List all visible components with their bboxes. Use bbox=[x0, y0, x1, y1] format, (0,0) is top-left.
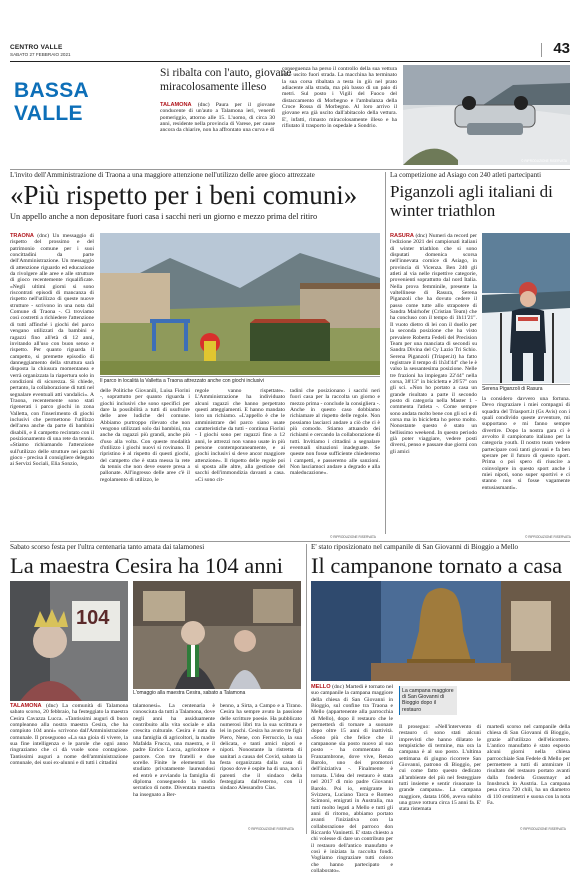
cesira-credit: © RIPRODUZIONE RISERVATA bbox=[248, 827, 294, 831]
playground-illustration bbox=[100, 233, 380, 375]
section-label-line1: BASSA bbox=[14, 79, 90, 102]
crash-photo bbox=[403, 65, 570, 165]
traona-column-1: TRAONA (dnc) Un messaggio di rispetto del prossimo e del patrimonio comune per i suoi concittadini da parte dell'Amministrazione. Un messaggio di attenzione riguardo ed educazione da rivolgere alle aree e alle strutture di gioco recentemente riqualificate. «Negli ultimi giorni si sono riscontrati episodi di mancanza di rispetto nell'utilizzo di queste nuove strutture - scrivono in una nota dal Comune di Traona -. Ci troviamo così costretti a richiedere l'attenzione di tutti affinché i giochi del parco vengano utilizzati da bambini e ragazzi fino all'età di 12 anni, invitando all'uso con buon senso e rispetto. Per quanto riguarda il campetto, si premette episodio di danneggiamento della struttura sarà disposta la chiusura momentanea e verrà organizzata la riapertura solo in condizioni di sicurezza. Si chiede, pertanto, la collaborazione di tutti nel segnalare eventuali atti vandalici». A Traona, recentemente sono stati rigenerati i parco giochi in zona Valletta, con l'inserimento di giochi inclusivi che permettono l'utilizzo dell'area anche da parte di bambini disabili, e il campetto recintato con il posizionamento di una rete da tennis. «Stiamo richiamando l'attenzione sull'utilizzo delle strutture nei parchi gioco - precisa il consigliere delegato ai Servizi Sociali, Elia Sonzio, bbox=[10, 233, 94, 468]
traona-kicker: L'invito dell'Amministrazione di Traona a una maggiore attenzione nell'utilizzo delle aree gioco attrezzate bbox=[10, 171, 315, 179]
cesira-photo-caption: L'omaggio alla maestra Cesira, sabato a Talamona bbox=[133, 690, 246, 696]
birthday-portrait-illustration bbox=[10, 581, 128, 701]
traona-headline: «Più rispetto per i beni comuni» bbox=[10, 180, 358, 210]
cesira-column-3: benno, a Sirta, a Campo e a Tirano. Cesira ha sempre avuto la passione delle scritture poesie. Ha pubblicato numerosi libri tra la sua scrittura e lei in pochi. Cesira ha avuto tre figli Piero, Nene, con Ferruccio, la sua delicata, e tanti amici nipoti e nipoti. Nonostante la ristretta di sanitari a causa del Covid, sabato la festa organizzata dalla casa di riposo dove è ospite ha di una, non i parenti che il sindaco della festeggiata dall'esterno, con il sindaco Alessandro Cias. bbox=[220, 703, 302, 792]
traona-photo bbox=[100, 233, 380, 375]
traona-column-3: regole vanno rispettate». L'Amministrazione ha individuato alcuni ragazzi che hanno perpetrato questi atteggiamenti. E hanno mandato loro un richiamo. «L'appello è che le amministrare del parco siano usate caratteristiche da tutti - continua Fiorini - I giochi sono per ragazzi fino a 12 anni, le attrezzi non vanno usate in più persone contemporaneamente, e ai giochi inclusivi si deve ancor maggiore attenzione». Il rispetto delle regole poi si sposta alle altre, alla gestione del sacchi dell'immondizia davanti a casa. «Ci sono cit- bbox=[195, 388, 285, 483]
cesira-kicker: Sabato scorso festa per l'ultra centenaria tanto amata dai talamonesi bbox=[10, 543, 205, 551]
traona-column-4: tadini che posizionano i sacchi neri fuori casa per la raccolta un giorno e mezzo prima - conclude la consigliera -. Anche in questo caso dobbiamo richiamare al rispetto delle regole. Non possiamo lasciarci andare a ciò che ci è più comodo. Stiamo attuando dei richiami e cercando la collaborazione di tutti. Invitiamo i cittadini a segnalare eventuali situazioni inadeguate. Se queste non fosse sufficiente chiederemo i campetti, e passeremo alle sanzioni. Non lasciamoci andare a degrado e alla maleducazione». bbox=[290, 388, 380, 477]
newspaper-name: CENTRO VALLE bbox=[10, 44, 63, 51]
mello-column-3: martedì scorso nel campanile della chiesa di San Giovanni di Bioggio, grazie all'utilizzo dell'elicottero. L'antico manufatto è stato esposto alcuni giorni nella chiesa parrocchiale San Fedele di Mello per permettere a tutti di ammirare il risultato del restauro portato avanti dalla fonderia Grassmayr ad Innsbruck in Austria. La campana pesa circa 720 chili, ha un diametro di 110 centimetri e suona con la nota Fa. bbox=[487, 724, 570, 807]
skier-illustration bbox=[482, 233, 570, 383]
overturned-car-illustration bbox=[403, 65, 570, 165]
traona-credit: © RIPRODUZIONE RISERVATA bbox=[330, 535, 376, 539]
rasura-photo-caption: Serena Piganzoli di Rasura bbox=[482, 384, 570, 392]
crash-photo-credit: © RIPRODUZIONE RISERVATA bbox=[521, 159, 567, 163]
rasura-column-1: RASURA (dnc) Numeri da record per l'edizione 2021 dei campionati italiani di winter triathlon che si sono disputati domenica scorsa nell'innevata cornice di Asiago, in provincia di Vicenza. Ben 240 gli atleti al via nelle rispettive categorie, provenienti soprattutto dal nord Italia. Nella prova femminile, presente la valtellinese di Rasura, Serena Piganzoli che ha dovuto cedere il passo come tutte allo strapotere di Sandra Mairhofer (Cristian Team) che ha concluso con il tempo di 1h11'21". Il vuoto dietro di lei con il duello per la seconda posizione che ha visto prevalere Roberta Fedeli del Precision Team per una manciata di secondi su Sandra Divina del Cy Lazio Tri Schio. Serena Piganzoli (Triaper.it) ha fatto registrare il tempo di 1h34'44" che le è valso la sessantesima posizione. Nelle tre frazioni ha impiegato 22'44" nella corsa, 38'13" in bicicletta e 26'57" con gli sci. «Non ho portato a casa un grande risultato a parte il secondo posto di categoria nella Master 1 - commenta l'atleta -. Come sempre sono andata molto bene con gli sci e di corsa ma in bicicletta ho perso molto. Nonostante questo è stato un bellissimo weekend. In questo periodo già poter viaggiare, vedere posti diversi, penso e passare due giorni con gli amici bbox=[390, 233, 477, 455]
brief-title: Si ribalta con l'auto, giovane miracolosamente illeso bbox=[160, 67, 292, 93]
rasura-headline: Piganzoli agli italiani di winter triathlon bbox=[390, 182, 553, 220]
bell-photo bbox=[311, 581, 570, 681]
masthead bbox=[10, 40, 570, 62]
mello-kicker: E' stato riposizionato nel campanile di San Giovanni di Bioggio a Mello bbox=[311, 543, 519, 551]
church-bell-illustration bbox=[311, 581, 570, 681]
mello-column-1: MELLO (dnc) Martedì è tornato nel suo campanile la campana maggiore della chiesa di San Giovanni in Bioggio, sul confine tra Traona e Mello (appartenente alla parrocchia di Mello), dopo il restauro che le permetterà di tornare a suonare dopo oltre 15 anni di inattività. «Sono più che felice che il campanone sia posto nuovo al suo posto - ha commentato da Franzambrone, dove vive, Renzo Barolo, uno dei promotori dell'iniziativa -. Finalmente è tornata. L'idea del restauro è stata nel 2017 di mio padre Giovanni Barolo. Poi io, emigrante in Svizzera, Luciano Tarca e Romeo Scimoni, emigrati in Australia, ma tutti molto legati a Mello e tutti gli anni di ritorno, abbiamo portato avanti l'iniziativa con la collaborazione del parroco don Riccardo Vaninetti. E' stata chiesto a chi volesse di dare un contributo per il restauro dell'antico manufatto e così è iniziata la raccolta fondi. Vogliamo ringraziare tutti coloro che hanno partecipato e collaborato». bbox=[311, 684, 394, 874]
mello-credit: © RIPRODUZIONE RISERVATA bbox=[520, 827, 566, 831]
cesira-headline: La maestra Cesira ha 104 anni bbox=[10, 553, 284, 578]
section-label-line2: VALLE bbox=[14, 102, 83, 125]
rasura-column-2: la considero davvero una fortuna. Devo ringraziare i miei compagni di squadra del Triasport.it (Gs Avis) con i quali condivido queste avventure, mi supportano e mi fanno sempre divertire. Dopo la nostra gara ci è avvolto il campionato italiano per la categoria youth. Il nostro team vedere partecipare così tanti giovani e fa ben sperare per il futuro di questo sport. Prima o poi spero di riuscire a coinvolgere in questo sport anche i miei nipoti, sono super sportivi e ci stanno non si fosse vagamente entusiasmanti». bbox=[482, 396, 570, 491]
rasura-kicker: La competizione ad Asiago con 240 atleti partecipanti bbox=[390, 171, 542, 179]
brief-column-1: TALAMONA (dnc) Paura per il giovane conducente di un'auto a Talamona ieri, venerdì pomeriggio, attorno alle 15. L'uomo, di circa 30 anni, residente nella provincia di Varese, per cause ancora da chiarire, non ha affrontato una curva e di bbox=[160, 102, 275, 134]
cesira-photo-1 bbox=[10, 581, 128, 701]
section-label bbox=[14, 79, 89, 125]
birthday-sign-number: 104 bbox=[76, 607, 110, 629]
cesira-photo-2 bbox=[133, 581, 301, 689]
rasura-credit: © RIPRODUZIONE RISERVATA bbox=[525, 535, 571, 539]
mello-column-2: Il proseguo: «Nell'intervento di restauro ci sono stati alcuni imprevisti che hanno dilatato le tempistiche di termine, ma ora la campana è al suo posto. L'ultima settimana di giugno ricorrere San Giovanni, patrono di Bioggio, per cui come fatto questo dedicato all'ambiente del più nel festeggiare tutti insieme e sentir risuonare la grande campana». La campana maggiore, datata 1606, aveva subito una grave rottura circa 15 anni fa. E' stata ristemata bbox=[399, 724, 481, 813]
rasura-photo bbox=[482, 233, 570, 383]
rasura-dateline: RASURA bbox=[390, 233, 414, 239]
mello-photo-caption: La campana maggiore di San Giovanni di Bioggio dopo il restauro bbox=[399, 686, 457, 715]
page-number: 43 bbox=[553, 40, 570, 57]
traona-photo-caption: Il parco in località la Valletta a Traona attrezzato anche con giochi inclusivi bbox=[100, 376, 380, 384]
mayor-visit-illustration bbox=[133, 581, 301, 689]
mello-headline: Il campanone tornato a casa bbox=[311, 553, 563, 578]
traona-subhead: Un appello anche a non depositare fuori casa i sacchi neri un giorno e mezzo prima del ritiro bbox=[10, 212, 318, 221]
mello-dateline: MELLO bbox=[311, 684, 331, 690]
brief-column-2: conseguenza ha perso il controllo della sua vettura ed è uscito fuori strada. La macchina ha terminato la sua corsa ribaltata a testa in giù nel prato adiacente alla strada, ma più basso di un paio di metri. Sul posto i Vigili del Fuoco del distaccamento di Morbegno e l'ambulanza della Croce Rossa di Morbegno. Al loro arrivo il giovane era già uscito dall'abitacolo della vettura. E', infatti, rimasto miracolosamente illeso e ha rifiutato il trasporto in ospedale a Sondrio. bbox=[282, 66, 397, 130]
cesira-column-1: TALAMONA (dnc) La comunità di Talamona sabato scorso, 20 febbraio, ha festeggiato la maestra Cesira Cavazza Lucca. «Tantissimi auguri di buon compleanno alla nostra maestra Cesira, che ha compiuto 104 anni» scrivono dall'Amministrazione comunale. Il proseguono «La sua gioia di vivere, la sua fine intelligenza e le parole che ogni anno ringraziamo che ci dà vuole sono contagiose. Tantissimi auguri a nome dell'amministrazione comunale, dei suoi ex-alunni e di tutti i cittadini bbox=[10, 703, 128, 767]
traona-column-2: delle Politiche Giovanili, Luisa Fiorini -, soprattutto per quanto riguarda i giochi inclusivi che sono specifici per dare la possibilità a tutti di usufruire delle aree ludiche del comune. Abbiamo purtroppo rilevato che non vengono utilizzati solo dai bambini, ma anche da ragazzi più grandi, anche più d'uso alla volta. Con queste modalità d'utilizzo i giochi nuovi si rovinano. Il ripristino è al rispetto di questi giochi, del campetto che è stata messa la rete da tennis che non deve essere presa a pallonate. All'ingresso delle aree c'è il regolamento di utilizzo, le bbox=[100, 388, 190, 483]
traona-dateline: TRAONA bbox=[10, 233, 34, 239]
brief-dateline: TALAMONA bbox=[160, 102, 192, 108]
cesira-column-2: talamonesi». La centenaria è conosciuta da tutti a Talamona, dove negli anni ha assiduamente contribuito alla vita sociale e alla crescita culturale. Cesira è nata da una famiglia di agricoltori, la madre Mafalda Frucca, una maestra, e il padre Enrico Lucca, agricoltore e pastore. Con tre fratelli e due sorelle. Finite le elementari ha studiato privatamente laureandosi ed entrò e avviando la famiglia di diploma conseguendo la studio serratico di notte. Diventata maestra ha insegnato a Ber- bbox=[133, 703, 215, 798]
cesira-dateline: TALAMONA bbox=[10, 703, 42, 709]
issue-date: SABATO 27 FEBBRAIO 2021 bbox=[10, 52, 71, 57]
